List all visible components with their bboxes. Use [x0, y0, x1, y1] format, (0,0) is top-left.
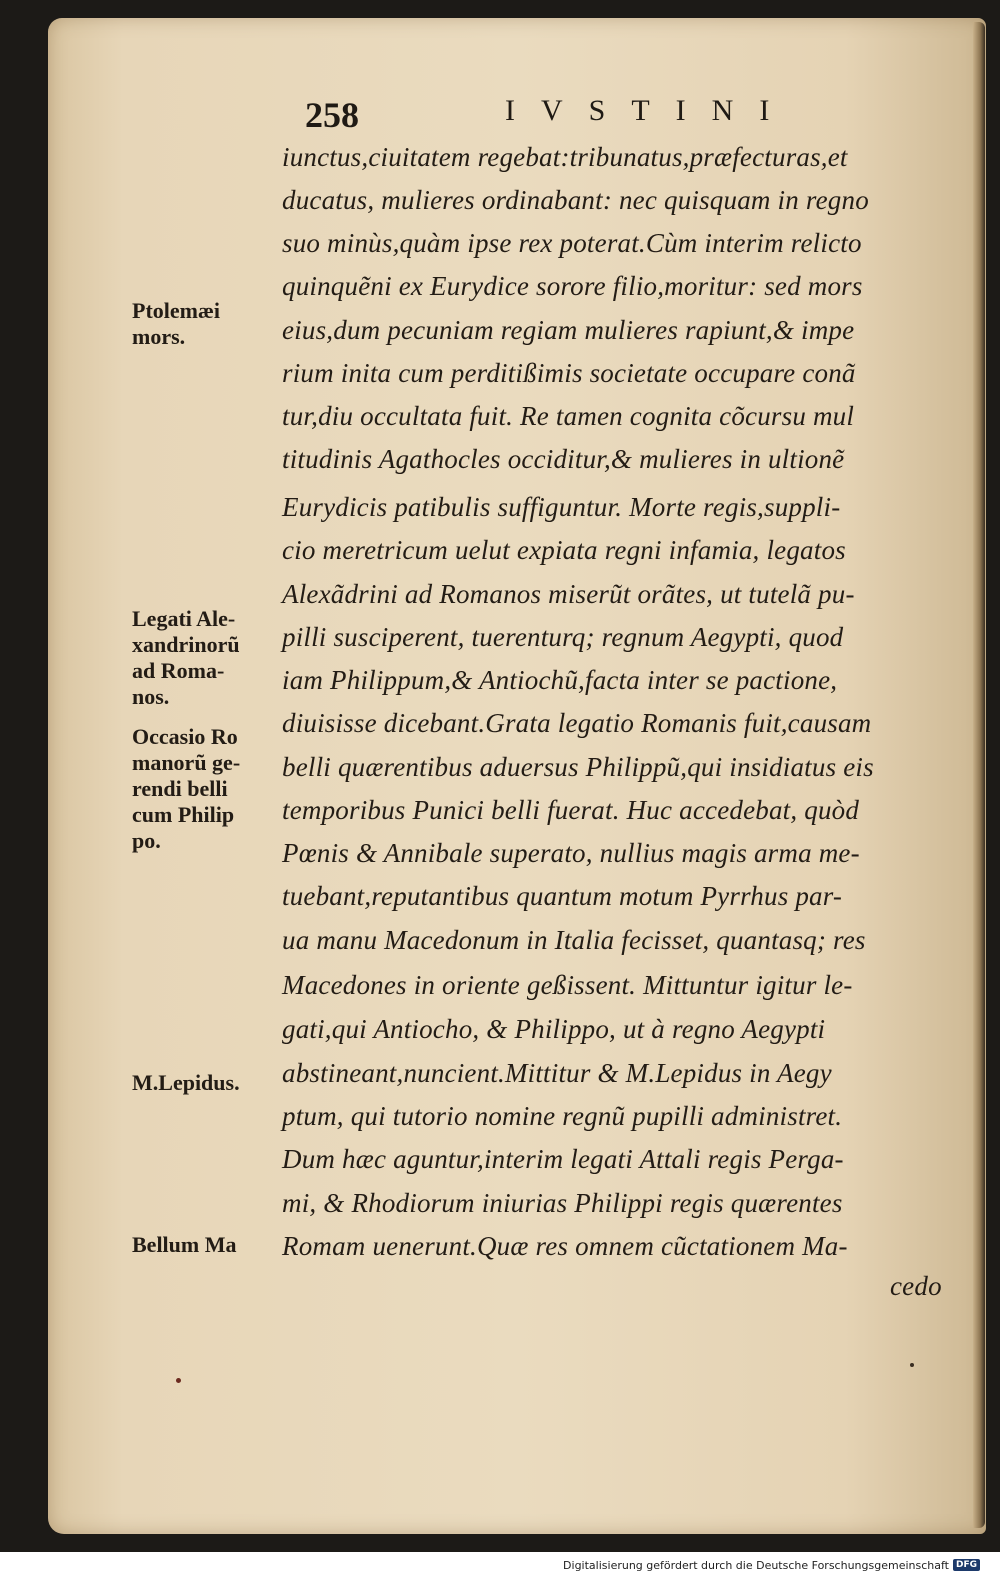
text-line: abstineant,nuncient.Mittitur & M.Lepidus in Aegy — [282, 1058, 832, 1088]
catchword: cedo — [890, 1271, 942, 1301]
text-line: belli quærentibus aduersus Philippũ,qui insidiatus eis — [282, 752, 874, 782]
text-line: suo minùs,quàm ipse rex poterat.Cùm interim relicto — [282, 228, 862, 258]
margin-note-line: M.Lepidus. — [132, 1070, 240, 1095]
text-line: temporibus Punici belli fuerat. Huc accedebat, quòd — [282, 795, 860, 825]
page-number: 258 — [305, 95, 359, 135]
margin-note-line: cum Philip — [132, 802, 235, 827]
text-line: iunctus,ciuitatem regebat:tribunatus,præfecturas,et — [282, 142, 848, 172]
margin-note-line: ad Roma- — [132, 658, 225, 683]
text-line: Eurydicis patibulis suffiguntur. Morte regis,suppli- — [282, 492, 841, 522]
margin-note-ptolemy-death — [132, 298, 220, 350]
text-line: quinquẽni ex Eurydice sorore filio,moritur: sed mors — [282, 271, 863, 301]
digitization-credit — [563, 1555, 980, 1575]
text-line: ducatus, mulieres ordinabant: nec quisquam in regno — [282, 185, 869, 215]
margin-note-line: xandrinorũ — [132, 632, 240, 657]
margin-note-legates — [132, 606, 240, 710]
page-edge — [973, 22, 985, 1528]
text-line: Romam uenerunt.Quæ res omnem cũctationem Ma- — [282, 1231, 848, 1261]
text-line: rium inita cum perditißimis societate occupare conã — [282, 358, 856, 388]
running-head: IVSTINI — [505, 94, 796, 127]
text-line: gati,qui Antiocho, & Philippo, ut à regno Aegypti — [282, 1014, 826, 1044]
margin-note-occasion-war — [132, 724, 240, 854]
text-line: Pœnis & Annibale superato, nullius magis arma me- — [282, 838, 860, 868]
ink-speck — [910, 1363, 914, 1367]
text-line: iam Philippum,& Antiochũ,facta inter se pactione, — [282, 665, 838, 695]
text-line: titudinis Agathocles occiditur,& mulieres in ultionẽ — [282, 444, 845, 474]
margin-note-line: po. — [132, 828, 161, 853]
margin-note-line: Occasio Ro — [132, 724, 238, 749]
text-line: cio meretricum uelut expiata regni infamia, legatos — [282, 535, 846, 565]
margin-note-macedonian-war — [132, 1232, 237, 1258]
margin-note-line: manorũ ge- — [132, 750, 241, 775]
text-line: ua manu Macedonum in Italia fecisset, quantasq; res — [282, 925, 866, 955]
credit-text: Digitalisierung gefördert durch die Deutsche Forschungsgemeinschaft — [563, 1558, 949, 1572]
margin-note-line: mors. — [132, 324, 186, 349]
text-line: Macedones in oriente geßissent. Mittuntur igitur le- — [282, 970, 853, 1000]
text-line: Alexãdrini ad Romanos miserũt orãtes, ut tutelã pu- — [282, 579, 855, 609]
text-line: pilli susciperent, tuerenturq; regnum Aegypti, quod — [282, 622, 844, 652]
margin-note-line: Bellum Ma — [132, 1232, 237, 1257]
margin-note-line: nos. — [132, 684, 170, 709]
margin-note-lepidus — [132, 1070, 240, 1096]
dfg-logo: DFG — [953, 1559, 980, 1571]
text-line: diuisisse dicebant.Grata legatio Romanis fuit,causam — [282, 708, 872, 738]
text-line: tur,diu occultata fuit. Re tamen cognita cõcursu mul — [282, 401, 855, 431]
ink-speck — [176, 1378, 181, 1383]
text-line: mi, & Rhodiorum iniurias Philippi regis quærentes — [282, 1188, 843, 1218]
text-line: ptum, qui tutorio nomine regnũ pupilli administret. — [282, 1101, 843, 1131]
text-line: tuebant,reputantibus quantum motum Pyrrhus par- — [282, 881, 843, 911]
margin-note-line: Legati Ale- — [132, 606, 236, 631]
text-line: Dum hæc aguntur,interim legati Attali regis Perga- — [282, 1144, 844, 1174]
margin-note-line: rendi belli — [132, 776, 228, 801]
text-line: eius,dum pecuniam regiam mulieres rapiunt,& impe — [282, 315, 855, 345]
margin-note-line: Ptolemæi — [132, 298, 220, 323]
